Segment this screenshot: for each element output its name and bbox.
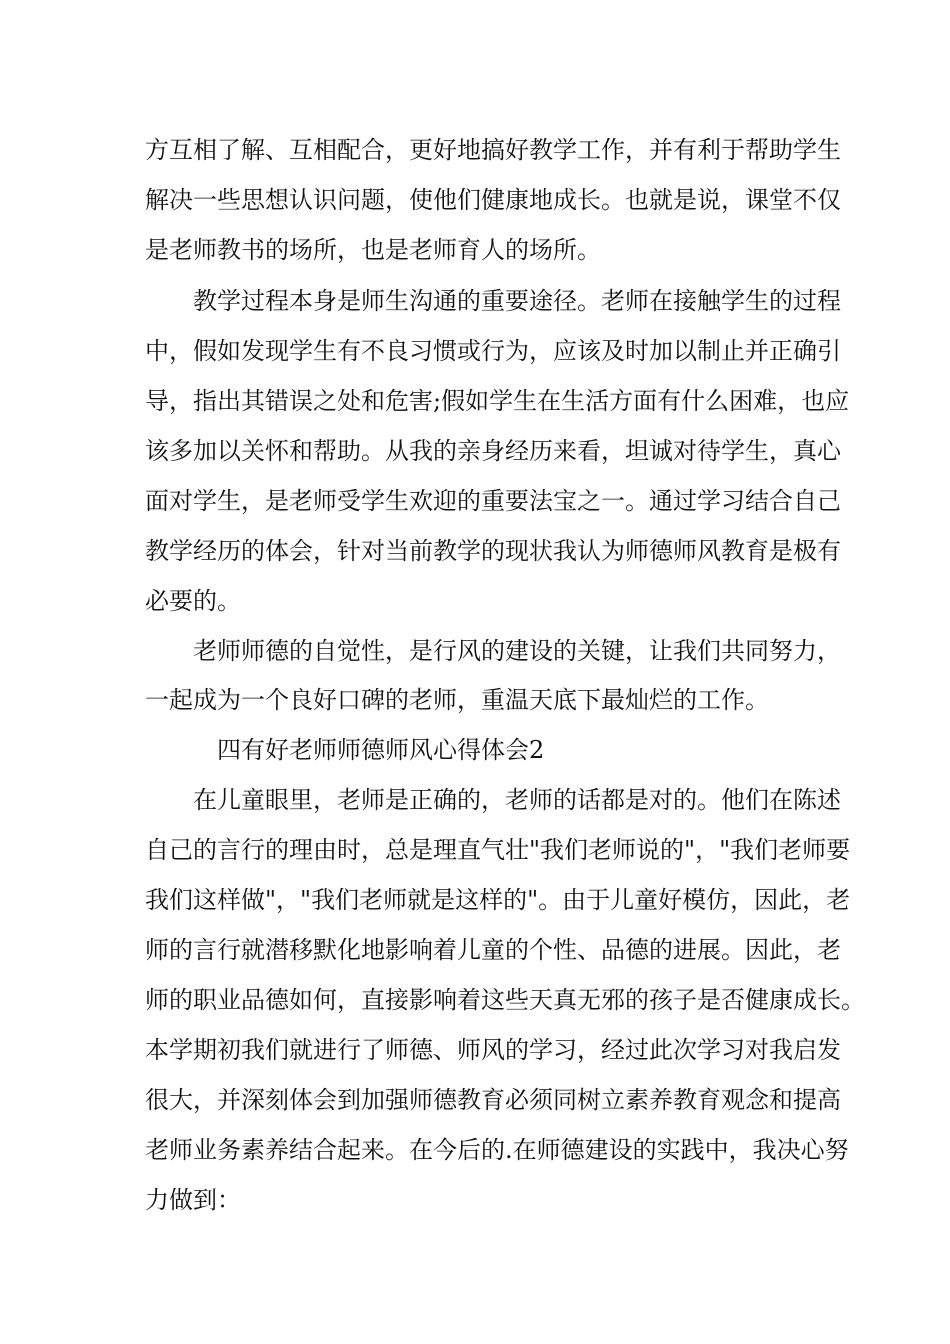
paragraph-first-line: 教学过程本身是师生沟通的重要途径。老师在接触学生的过程	[193, 287, 841, 315]
body-line: 本学期初我们就进行了师德、师风的学习，经过此次学习对我启发	[145, 1036, 841, 1064]
body-line: 该多加以关怀和帮助。从我的亲身经历来看，坦诚对待学生，真心	[145, 437, 841, 465]
body-line: 力做到：	[145, 1186, 241, 1214]
body-line: 中，假如发现学生有不良习惯或行为，应该及时加以制止并正确引	[145, 337, 841, 365]
body-line: 很大，并深刻体会到加强师德教育必须同树立素养教育观念和提高	[145, 1086, 841, 1114]
body-line: 自己的言行的理由时，总是理直气壮"我们老师说的"，"我们老师要	[145, 836, 851, 864]
body-line: 必要的。	[145, 587, 241, 615]
paragraph-first-line: 老师师德的自觉性，是行风的建设的关键，让我们共同努力，	[193, 637, 841, 665]
section-heading: 四有好老师师德师风心得体会2	[217, 736, 545, 764]
body-line: 师的职业品德如何，直接影响着这些天真无邪的孩子是否健康成长。	[145, 986, 865, 1014]
body-line: 解决一些思想认识问题，使他们健康地成长。也就是说，课堂不仅	[145, 186, 841, 214]
body-line: 我们这样做"，"我们老师就是这样的"。由于儿童好模仿，因此，老	[145, 886, 851, 914]
body-line: 师的言行就潜移默化地影响着儿童的个性、品德的进展。因此，老	[145, 936, 841, 964]
body-line: 教学经历的体会，针对当前教学的现状我认为师德师风教育是极有	[145, 537, 841, 565]
body-line: 方互相了解、互相配合，更好地搞好教学工作，并有利于帮助学生	[145, 136, 841, 164]
paragraph-first-line: 在儿童眼里，老师是正确的，老师的话都是对的。他们在陈述	[193, 786, 841, 814]
body-line: 是老师教书的场所，也是老师育人的场所。	[145, 236, 601, 264]
body-line: 导，指出其错误之处和危害;假如学生在生活方面有什么困难，也应	[145, 387, 850, 415]
body-line: 面对学生，是老师受学生欢迎的重要法宝之一。通过学习结合自己	[145, 487, 841, 515]
body-line: 老师业务素养结合起来。在今后的.在师德建设的实践中，我决心努	[145, 1136, 849, 1164]
body-line: 一起成为一个良好口碑的老师，重温天底下最灿烂的工作。	[145, 686, 769, 714]
